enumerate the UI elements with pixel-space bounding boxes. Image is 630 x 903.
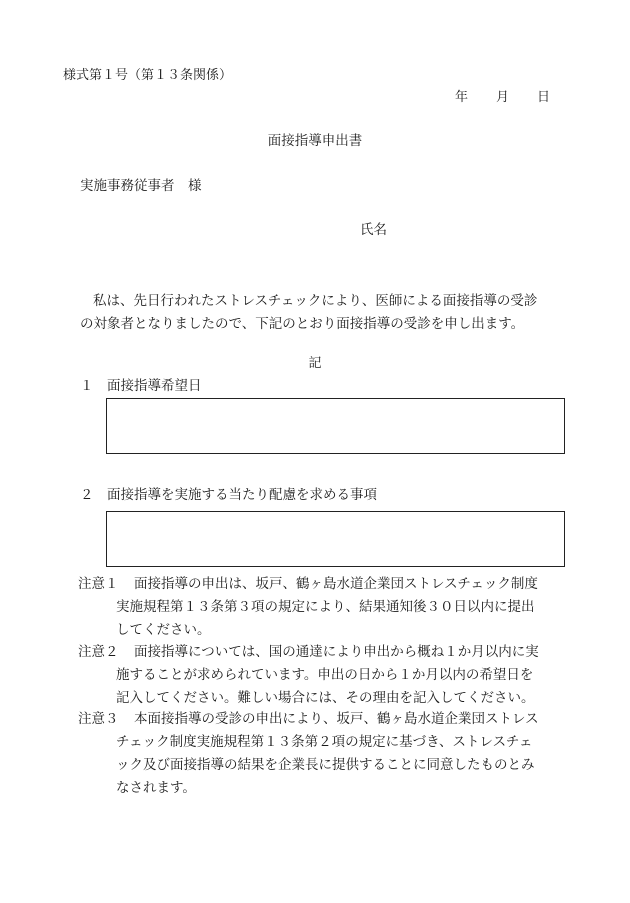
note-3-line-3: ック及び面接指導の結果を企業長に提供することに同意したものとみ [116, 757, 535, 773]
item-1-label: 面接指導希望日 [107, 378, 202, 394]
considerations-field[interactable] [106, 511, 565, 567]
item-2-label: 面接指導を実施する当たり配慮を求める事項 [107, 487, 377, 503]
intro-line-1: 私は、先日行われたストレスチェックにより、医師による面接指導の受診 [93, 293, 538, 309]
note-3-body [116, 708, 578, 800]
note-1 [78, 573, 578, 642]
note-2-body [116, 641, 578, 710]
note-3-line-1: 本面接指導の受診の申出により、坂戸、鶴ヶ島水道企業団ストレス [134, 711, 539, 727]
item-2-number: ２ [80, 487, 94, 503]
document-title: 面接指導申出書 [267, 133, 363, 149]
intro-paragraph [80, 290, 580, 336]
date-line [455, 90, 550, 106]
form-number: 様式第１号（第１３条関係） [63, 68, 233, 83]
recipient: 実施事務従事者 様 [80, 178, 202, 194]
note-3-line-4: なされます。 [116, 780, 196, 796]
intro-line-2: の対象者となりましたので、下記のとおり面接指導の受診を申し出ます。 [80, 316, 525, 332]
note-1-head: 注意１ [78, 576, 119, 592]
note-2 [78, 641, 578, 710]
note-2-line-2: 施することが求められています。申出の日から１か月以内の希望日を [116, 667, 534, 683]
date-day: 日 [537, 90, 551, 105]
date-year: 年 [455, 90, 469, 105]
note-2-line-3: 記入してください。難しい場合には、その理由を記入してください。 [116, 690, 535, 706]
note-1-line-1: 面接指導の申出は、坂戸、鶴ヶ島水道企業団ストレスチェック制度 [134, 576, 538, 592]
note-3 [78, 708, 578, 800]
note-1-body [116, 573, 578, 642]
note-2-head: 注意２ [78, 644, 119, 660]
ki-label: 記 [308, 356, 322, 371]
date-month: 月 [496, 90, 510, 105]
note-3-head: 注意３ [78, 711, 119, 727]
note-1-line-3: してください。 [116, 622, 211, 638]
item-1-number: １ [80, 378, 94, 394]
name-label: 氏名 [360, 222, 387, 238]
note-3-line-2: チェック制度実施規程第１３条第２項の規定に基づき、ストレスチェ [116, 734, 533, 750]
desired-date-field[interactable] [106, 398, 565, 454]
note-1-line-2: 実施規程第１３条第３項の規定により、結果通知後３０日以内に提出 [116, 599, 535, 615]
note-2-line-1: 面接指導については、国の通達により申出から概ね１か月以内に実 [134, 644, 539, 660]
